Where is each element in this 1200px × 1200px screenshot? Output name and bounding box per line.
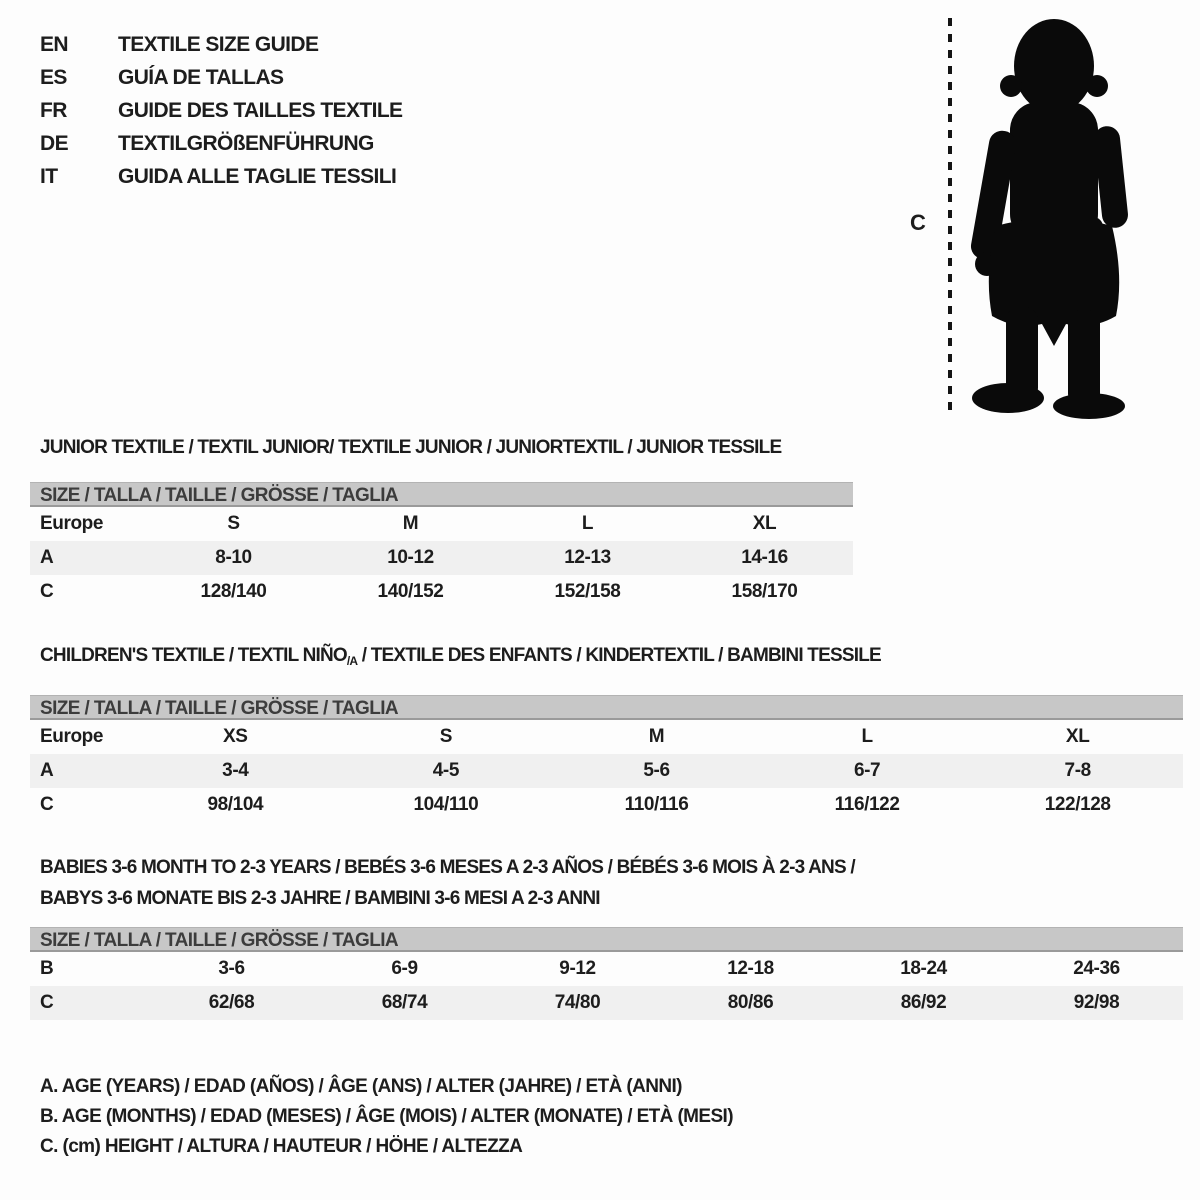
language-code: FR bbox=[40, 98, 67, 122]
table-cell: 6-9 bbox=[391, 958, 418, 979]
language-code: IT bbox=[40, 164, 58, 188]
title-line-1: BABIES 3-6 MONTH TO 2-3 YEARS / BEBÉS 3-6 MESES A 2-3 AÑOS / BÉBÉS 3-6 MOIS À 2-3 ANS / bbox=[40, 857, 855, 878]
language-code: ES bbox=[40, 65, 67, 89]
table-cell: 98/104 bbox=[207, 794, 264, 815]
table-cell: 116/122 bbox=[834, 794, 900, 815]
table-cell: 122/128 bbox=[1044, 794, 1111, 815]
table-cell: 62/68 bbox=[208, 992, 255, 1013]
table-cell: 86/92 bbox=[900, 992, 947, 1013]
table-cell: 4-5 bbox=[432, 760, 460, 781]
language-title: GUIDE DES TAILLES TEXTILE bbox=[118, 98, 403, 122]
height-measure-dashed-line bbox=[948, 18, 952, 418]
language-row-de bbox=[40, 127, 402, 160]
table-cell: 110/116 bbox=[624, 794, 689, 815]
table-cell: M bbox=[648, 726, 665, 747]
language-row-it bbox=[40, 160, 402, 193]
section-babies-textile bbox=[30, 852, 1183, 1020]
table-cell: 92/98 bbox=[1073, 992, 1120, 1013]
language-title: TEXTILE SIZE GUIDE bbox=[118, 32, 319, 56]
row-label: C bbox=[40, 992, 54, 1013]
row-label: Europe bbox=[40, 513, 104, 534]
title-line-2: BABYS 3-6 MONATE BIS 2-3 JAHRE / BAMBINI 3-6 MESI A 2-3 ANNI bbox=[40, 888, 600, 909]
size-table-header: SIZE / TALLA / TAILLE / GRÖSSE / TAGLIA bbox=[30, 695, 1183, 720]
title-part: / TEXTILE DES ENFANTS / KINDERTEXTIL / BAMBINI TESSILE bbox=[357, 645, 881, 666]
table-cell: 74/80 bbox=[554, 992, 601, 1013]
table-cell: 104/110 bbox=[413, 794, 479, 815]
language-code: EN bbox=[40, 32, 68, 56]
row-label: B bbox=[40, 958, 54, 979]
row-label: Europe bbox=[40, 726, 104, 747]
section-title bbox=[30, 644, 1183, 673]
table-cell: 3-6 bbox=[218, 958, 245, 979]
section-title: JUNIOR TEXTILE / TEXTIL JUNIOR/ TEXTILE JUNIOR / JUNIORTEXTIL / JUNIOR TESSILE bbox=[40, 437, 782, 458]
measurement-legend bbox=[40, 1072, 733, 1162]
table-cell: M bbox=[402, 513, 419, 534]
table-cell: S bbox=[227, 513, 240, 534]
baby-figure bbox=[898, 12, 1168, 424]
title-subscript: /A bbox=[346, 654, 358, 668]
section-children-textile bbox=[30, 644, 1183, 822]
table-row bbox=[30, 507, 853, 541]
row-label: A bbox=[40, 760, 54, 781]
baby-silhouette-icon bbox=[966, 14, 1141, 419]
title-part: CHILDREN'S TEXTILE / TEXTIL NIÑO bbox=[40, 645, 347, 666]
legend-line-c: C. (cm) HEIGHT / ALTURA / HAUTEUR / HÖHE / ALTEZZA bbox=[40, 1136, 523, 1157]
legend-line-b: B. AGE (MONTHS) / EDAD (MESES) / ÂGE (MOIS) / ALTER (MONATE) / ETÀ (MESI) bbox=[40, 1106, 733, 1127]
table-cell: 12-13 bbox=[564, 547, 611, 568]
table-row bbox=[30, 952, 1183, 986]
row-label: C bbox=[40, 581, 54, 602]
row-label: C bbox=[40, 794, 54, 815]
table-cell: 8-10 bbox=[215, 547, 252, 568]
table-cell: 68/74 bbox=[381, 992, 428, 1013]
height-measure-label: C bbox=[910, 210, 926, 235]
language-title: GUIDA ALLE TAGLIE TESSILI bbox=[118, 164, 397, 188]
babies-size-table bbox=[30, 927, 1183, 1020]
table-row bbox=[30, 720, 1183, 754]
table-cell: L bbox=[581, 513, 594, 534]
language-title: GUÍA DE TALLAS bbox=[118, 65, 284, 89]
size-table-header: SIZE / TALLA / TAILLE / GRÖSSE / TAGLIA bbox=[30, 927, 1183, 952]
table-cell: 5-6 bbox=[643, 760, 670, 781]
table-cell: 152/158 bbox=[554, 581, 621, 602]
table-cell: 140/152 bbox=[377, 581, 444, 602]
language-title: TEXTILGRÖßENFÜHRUNG bbox=[118, 131, 374, 155]
table-cell: L bbox=[861, 726, 873, 747]
children-size-table bbox=[30, 695, 1183, 822]
table-cell: XL bbox=[752, 513, 777, 534]
table-row bbox=[30, 754, 1183, 788]
language-row-es bbox=[40, 61, 402, 94]
table-cell: 7-8 bbox=[1064, 760, 1091, 781]
table-cell: 6-7 bbox=[853, 760, 881, 781]
legend-line-a: A. AGE (YEARS) / EDAD (AÑOS) / ÂGE (ANS) / ALTER (JAHRE) / ETÀ (ANNI) bbox=[40, 1076, 682, 1097]
table-row bbox=[30, 575, 853, 609]
table-cell: XS bbox=[223, 726, 248, 747]
table-cell: 24-36 bbox=[1073, 958, 1120, 979]
table-cell: 128/140 bbox=[200, 581, 267, 602]
table-cell: 12-18 bbox=[727, 958, 774, 979]
table-cell: 158/170 bbox=[731, 581, 798, 602]
table-cell: XL bbox=[1065, 726, 1090, 747]
table-cell: 9-12 bbox=[559, 958, 596, 979]
language-row-fr bbox=[40, 94, 402, 127]
section-junior-textile bbox=[30, 436, 853, 609]
table-cell: 14-16 bbox=[741, 547, 788, 568]
table-cell: 18-24 bbox=[900, 958, 947, 979]
language-code: DE bbox=[40, 131, 68, 155]
table-row bbox=[30, 788, 1183, 822]
junior-size-table bbox=[30, 482, 853, 609]
table-cell: 3-4 bbox=[222, 760, 249, 781]
size-table-header: SIZE / TALLA / TAILLE / GRÖSSE / TAGLIA bbox=[30, 482, 853, 507]
language-row-en bbox=[40, 28, 402, 61]
language-list bbox=[40, 28, 402, 193]
table-cell: 10-12 bbox=[387, 547, 434, 568]
table-row bbox=[30, 541, 853, 575]
table-cell: S bbox=[439, 726, 453, 747]
table-cell: 80/86 bbox=[727, 992, 774, 1013]
row-label: A bbox=[40, 547, 54, 568]
section-title bbox=[30, 852, 1183, 914]
table-row bbox=[30, 986, 1183, 1020]
